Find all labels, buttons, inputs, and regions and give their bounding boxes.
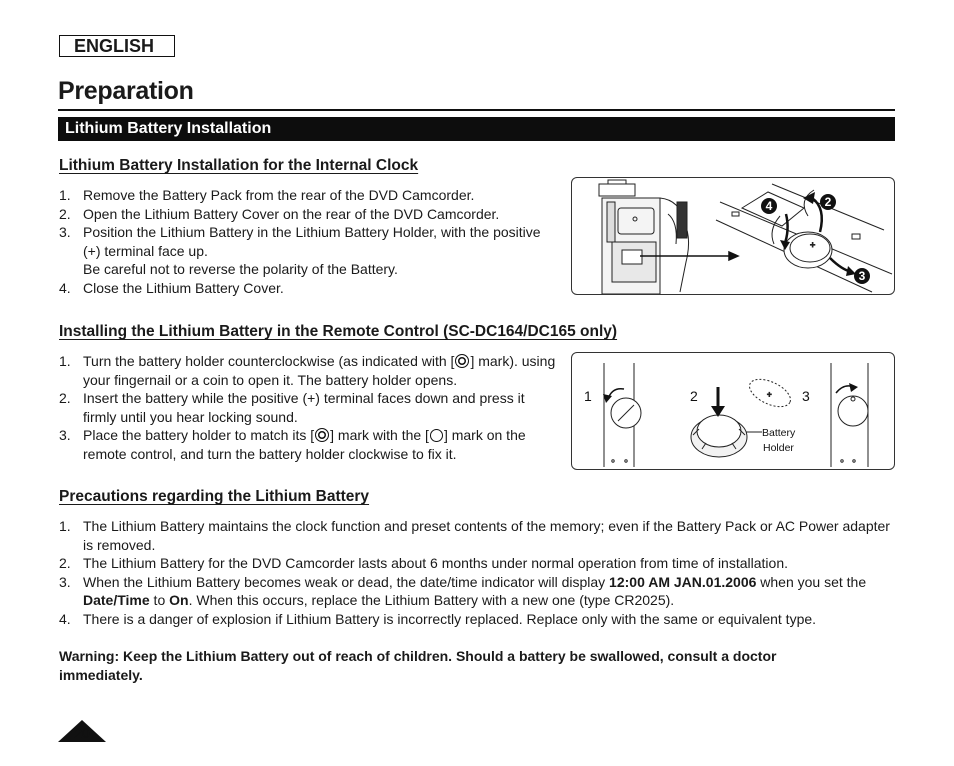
list-item (59, 186, 559, 205)
item-text: The Lithium Battery for the DVD Camcorder lasts about 6 months under normal operation from time of installation. (83, 555, 788, 571)
item-number: 4. (59, 610, 71, 627)
step-text: Turn the battery holder counterclockwise (as indicated with [ (83, 353, 455, 369)
list-item (59, 205, 559, 224)
list-item (59, 573, 899, 610)
holder-mark-icon (315, 428, 329, 442)
list-item (59, 279, 559, 298)
title-divider (58, 109, 895, 111)
item-number: 2. (59, 555, 71, 571)
precautions-list (59, 517, 899, 628)
step-text: Open the Lithium Battery Cover on the rear of the DVD Camcorder. (83, 205, 500, 222)
step-number: 1. (59, 187, 71, 203)
internal-clock-steps (59, 186, 559, 297)
step-number: 3. (59, 224, 71, 240)
list-item (59, 554, 899, 573)
step-text: Remove the Battery Pack from the rear of the DVD Camcorder. (83, 187, 475, 203)
step-number: 2. (59, 390, 71, 406)
page-number-label: 20 (74, 725, 90, 741)
item-number: 1. (59, 518, 71, 534)
item-text: to (149, 592, 170, 608)
remote-control-heading: Installing the Lithium Battery in the Remote Control (SC-DC164/DC165 only) (59, 323, 618, 340)
svg-text:+: + (767, 390, 772, 399)
page-title: Preparation (58, 77, 194, 105)
badge-2-label: 2 (824, 195, 832, 209)
svg-text:+: + (810, 240, 816, 250)
step-note: Be careful not to reverse the polarity of the Battery. (83, 261, 398, 277)
badge-4-label: 4 (765, 199, 773, 213)
item-text: . When this occurs, replace the Lithium Battery with a new one (type CR2025). (188, 592, 675, 608)
precautions-heading: Precautions regarding the Lithium Battery (59, 488, 370, 505)
remote-step-1-label: 1 (584, 388, 592, 404)
remote-illustration (572, 353, 894, 469)
battery-holder-label: Holder (763, 442, 794, 454)
camcorder-illustration (572, 178, 894, 294)
camcorder-battery-figure (571, 177, 895, 295)
item-text: The Lithium Battery maintains the clock function and preset contents of the memory; even if the Battery Pack or AC Power adapter is removed. (83, 518, 890, 553)
section-title-bar: Lithium Battery Installation (58, 117, 895, 141)
date-time-text: Date/Time (83, 592, 150, 608)
remote-step-3-label: 3 (802, 388, 810, 404)
list-item (59, 223, 559, 279)
step-number: 4. (59, 279, 71, 296)
item-text: When the Lithium Battery becomes weak or dead, the date/time indicator will display (83, 573, 610, 590)
step-text: ] mark on the remote control, and turn the battery holder clockwise to fix it. (83, 427, 526, 462)
page-number (58, 720, 106, 742)
item-text: There is a danger of explosion if Lithium Battery is incorrectly replaced. Replace only with the same or equivalent type. (83, 610, 817, 627)
remote-battery-figure (571, 352, 895, 470)
remote-control-steps (59, 352, 559, 463)
remote-step-2-label: 2 (690, 388, 698, 404)
language-label: ENGLISH (59, 35, 175, 57)
step-number: 3. (59, 427, 71, 443)
step-text: Close the Lithium Battery Cover. (83, 279, 284, 296)
item-number: 3. (59, 573, 71, 590)
item-text: when you set the (756, 573, 867, 590)
step-number: 1. (59, 353, 71, 369)
badge-3-label: 3 (858, 269, 866, 283)
step-text: Position the Lithium Battery in the Lithium Battery Holder, with the positive (+) terminal face up. (83, 224, 541, 259)
list-item (59, 610, 899, 629)
internal-clock-heading: Lithium Battery Installation for the Internal Clock (59, 157, 419, 174)
step-text: ] mark with the [ (330, 427, 429, 443)
step-text: Insert the battery while the positive (+) terminal faces down and press it firmly until you hear locking sound. (83, 390, 525, 425)
step-number: 2. (59, 205, 71, 222)
step-text: ] mark). using your fingernail or a coin to open it. The battery holder opens. (83, 353, 556, 388)
warning-text: Warning: Keep the Lithium Battery out of reach of children. Should a battery be swallowed, consult a doctor immediately. (59, 648, 777, 683)
default-date-text: 12:00 AM JAN.01.2006 (609, 573, 757, 590)
step-text: Place the battery holder to match its [ (83, 427, 315, 443)
holder-mark-icon (455, 354, 469, 368)
list-item (59, 352, 559, 389)
battery-holder-label: Battery (762, 427, 796, 439)
list-item (59, 517, 899, 554)
list-item (59, 389, 559, 426)
list-item (59, 426, 559, 463)
remote-mark-icon (430, 429, 443, 442)
on-text: On (169, 592, 189, 608)
